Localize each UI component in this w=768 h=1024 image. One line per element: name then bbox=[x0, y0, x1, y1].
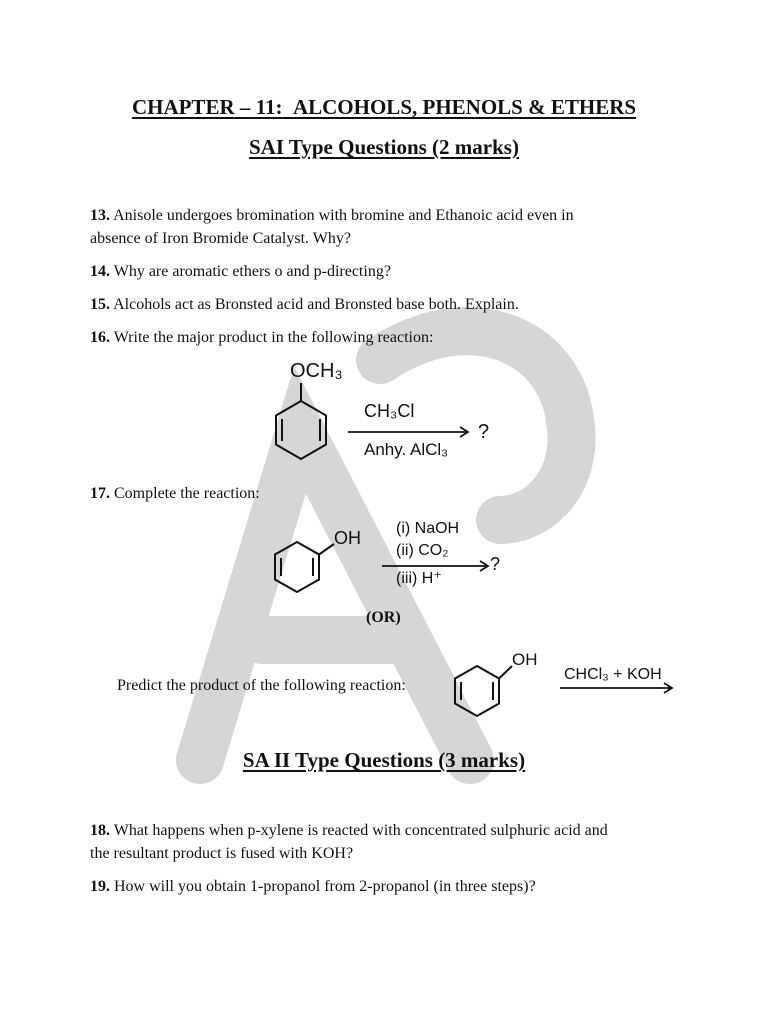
question-18: 18. What happens when p-xylene is reacted with concentrated sulphuric acid and bbox=[90, 822, 608, 839]
product-question-mark: ? bbox=[490, 554, 501, 574]
reagent-step-1: (i) NaOH bbox=[396, 520, 460, 537]
question-16: 16. Write the major product in the following reaction: bbox=[90, 329, 434, 346]
reagent-alcl3: Anhy. AlCl₃ bbox=[364, 440, 449, 459]
question-15: 15. Alcohols act as Bronsted acid and Bronsted base both. Explain. bbox=[90, 296, 519, 313]
substituent-och3: OCH₃ bbox=[290, 360, 343, 382]
reagent-step-3: (iii) H⁺ bbox=[396, 570, 442, 587]
reagent-step-2: (ii) CO₂ bbox=[396, 542, 449, 559]
substituent-oh: OH bbox=[334, 528, 361, 548]
reaction-predict-diagram bbox=[440, 650, 680, 720]
chapter-title: CHAPTER – 11: ALCOHOLS, PHENOLS & ETHERS bbox=[131, 95, 637, 119]
question-14: 14. Why are aromatic ethers o and p-directing? bbox=[90, 263, 391, 280]
question-13: 13. Anisole undergoes bromination with bromine and Ethanoic acid even in bbox=[90, 207, 574, 224]
question-13-cont: absence of Iron Bromide Catalyst. Why? bbox=[90, 230, 351, 247]
predict-question: Predict the product of the following reaction: bbox=[117, 677, 406, 694]
question-17: 17. Complete the reaction: bbox=[90, 485, 260, 502]
question-19: 19. How will you obtain 1-propanol from 2-propanol (in three steps)? bbox=[90, 878, 536, 895]
reagent-chcl3-koh: CHCl₃ + KOH bbox=[564, 666, 662, 683]
reagent-ch3cl: CH₃Cl bbox=[364, 401, 415, 421]
arrow-icon bbox=[348, 427, 468, 437]
product-question-mark: ? bbox=[478, 421, 490, 443]
benzene-ring-icon bbox=[275, 542, 334, 592]
or-label: (OR) bbox=[366, 609, 401, 626]
benzene-ring-icon bbox=[455, 666, 512, 716]
arrow-icon bbox=[560, 683, 672, 693]
substituent-oh: OH bbox=[512, 650, 538, 669]
benzene-ring-icon bbox=[276, 383, 326, 459]
section-heading-sa1: SAI Type Questions (2 marks) bbox=[249, 135, 519, 159]
question-18-cont: the resultant product is fused with KOH? bbox=[90, 845, 354, 862]
reaction-17-diagram bbox=[260, 520, 510, 600]
section-heading-sa2: SA II Type Questions (3 marks) bbox=[242, 748, 526, 772]
